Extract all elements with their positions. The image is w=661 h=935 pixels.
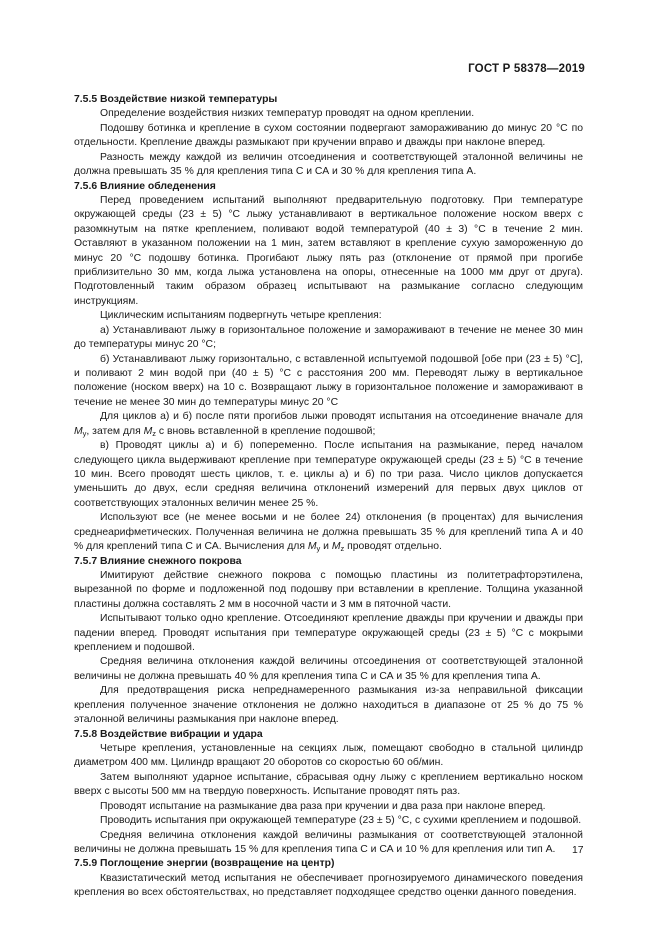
section-number: 7.5.8 bbox=[74, 728, 98, 740]
section-number: 7.5.7 bbox=[74, 555, 98, 567]
section-heading-7-5-6 bbox=[74, 180, 583, 194]
list-item-v: в) Проводят циклы а) и б) попеременно. После испытания на размыкание, перед началом следующего цикла выдерживают крепление при температуре окружающей среды (23 ± 5) °С в течение 10 мин. Всего проводят шесть циклов, т. е. циклы а) и б) по три раза. Число циклов допускается уменьшить до двух, если средняя величина отклонений измерений для первых двух циклов от соответствующих эталонных величин менее 25 %. bbox=[74, 440, 583, 509]
section-heading-7-5-5 bbox=[74, 93, 583, 107]
section-title: Воздействие вибрации и удара bbox=[100, 728, 263, 740]
paragraph-cycles-ab: Для циклов а) и б) после пяти прогибов лыжи проводят испытания на отсоединение вначале для $M_y$, затем для $M_z$ с вновь вставленной в крепление подошвой; bbox=[74, 411, 583, 438]
section-heading-7-5-9 bbox=[74, 857, 583, 871]
section-heading-7-5-7 bbox=[74, 555, 583, 569]
section-number: 7.5.5 bbox=[74, 94, 98, 105]
paragraph: Подошву ботинка и крепление в сухом состоянии подвергают замораживанию до минус 20 °С по отдельности. Крепление дважды размыкают при кручении вправо и дважды при наклоне вперед. bbox=[74, 122, 583, 149]
paragraph: Испытывают только одно крепление. Отсоединяют крепление дважды при кручении и дважды при падении вперед. Проводят испытания при температуре окружающей среды (23 ± 5) °С с мокрыми креплением и подошвой. bbox=[74, 613, 583, 654]
section-number: 7.5.6 bbox=[74, 180, 98, 192]
paragraph: Определение воздействия низких температур проводят на одном креплении. bbox=[100, 108, 475, 120]
list-item-a: а) Устанавливают лыжу в горизонтальное положение и замораживают в течение не менее 30 мин до температуры минус 20 °С; bbox=[74, 324, 583, 351]
page-number: 17 bbox=[572, 845, 584, 856]
paragraph-deviations: Используют все (не менее восьми и не более 24) отклонения (в процентах) для вычисления среднеарифметических. Полученная величина не должна превышать 35 % для креплений типа А и 40 % для креплений типа С и СА. Вычисления для $M_y$ и $M_z$ проводят отдельно. bbox=[74, 512, 583, 554]
section-title: Влияние обледенения bbox=[100, 180, 216, 192]
paragraph: Разность между каждой из величин отсоединения и соответствующей эталонной величины не должна превышать 35 % для крепления типа С и СА и 30 % для крепления типа А. bbox=[74, 151, 583, 178]
section-heading-7-5-8 bbox=[74, 728, 583, 742]
paragraph: Затем выполняют ударное испытание, сбрасывая одну лыжу с креплением вертикально носком вверх с высоты 500 мм на твердую поверхность. Испытание проводят пять раз. bbox=[74, 771, 583, 798]
paragraph: Средняя величина отклонения каждой величины размыкания от соответствующей эталонной величины не должна превышать 15 % для крепления типа С и СА и 10 % для крепления или тип А. bbox=[74, 829, 583, 855]
paragraph: Для предотвращения риска непреднамеренного размыкания из-за неправильной фиксации крепления полученное значение отклонения не должно находиться в диапазоне от 25 % до 75 % эталонной величины размыкания при наклоне вперед. bbox=[74, 685, 583, 726]
paragraph: Средняя величина отклонения каждой величины отсоединения от соответствующей эталонной величины не должна превышать 40 % для крепления типа С и СА и 35 % для крепления типа А. bbox=[74, 656, 583, 682]
section-title: Воздействие низкой температуры bbox=[100, 94, 278, 105]
paragraph: Проводят испытание на размыкание два раза при кручении и два раза при наклоне вперед. bbox=[100, 800, 546, 812]
paragraph: Квазистатический метод испытания не обеспечивает прогнозируемого динамического поведения крепления во всех обстоятельствах, но представляет подходящее средство оценки данного поведения. bbox=[74, 872, 583, 899]
paragraph: Имитируют действие снежного покрова с помощью пластины из политетрафторэтилена, вырезанной по форме и подложенной под подошву при вставлении в крепление. Толщина указанной пластины должна составлять 2 мм в носочной части и 3 мм в пяточной части. bbox=[74, 569, 583, 610]
paragraph: Четыре крепления, установленные на секциях лыж, помещают свободно в стальной цилиндр диаметром 400 мм. Цилиндр вращают 20 оборотов со скоростью 60 об/мин. bbox=[74, 742, 583, 769]
paragraph: Перед проведением испытаний выполняют предварительную подготовку. При температуре окружающей среды (23 ± 5) °С лыжу устанавливают в вертикальное положение носком вверх с разомкнутым на пятке креплением, поливают водой температурой (40 ± 3) °С в течение 2 мин. Оставляют в указанном положении на 1 мин, затем вставляют в крепление сухую замороженную до минус 20 °С подошву ботинка. Прогибают лыжу пять раз (отклонение от прямой при прогибе приблизительно 30 мм, когда лыжа установлена на опоры, отнесенные на 1000 мм друг от друга). Подготовленный таким образом образец испытывают на размыкание согласно следующим инструкциям. bbox=[74, 194, 583, 307]
section-title: Поглощение энергии (возвращение на центр) bbox=[100, 858, 335, 870]
list-item-b: б) Устанавливают лыжу горизонтально, с вставленной испытуемой подошвой [обе при (23 ± 5) °С], и поливают 2 мин водой при (40 ± 5) °С с расстояния 200 мм. Переводят лыжу в вертикальное положение (носком вверх) на 10 с. Возвращают лыжу в горизонтальное положение и замораживают в течение не менее 30 мин до температуры минус 20 °С bbox=[74, 353, 583, 408]
document-body bbox=[74, 93, 583, 901]
section-number: 7.5.9 bbox=[74, 858, 98, 870]
section-title: Влияние снежного покрова bbox=[100, 555, 242, 567]
document-header-code: ГОСТ Р 58378—2019 bbox=[468, 63, 585, 75]
paragraph: Проводить испытания при окружающей температуре (23 ± 5) °С, с сухими креплением и подошвой. bbox=[100, 815, 582, 827]
paragraph: Циклическим испытаниям подвергнуть четыре крепления: bbox=[100, 310, 382, 322]
